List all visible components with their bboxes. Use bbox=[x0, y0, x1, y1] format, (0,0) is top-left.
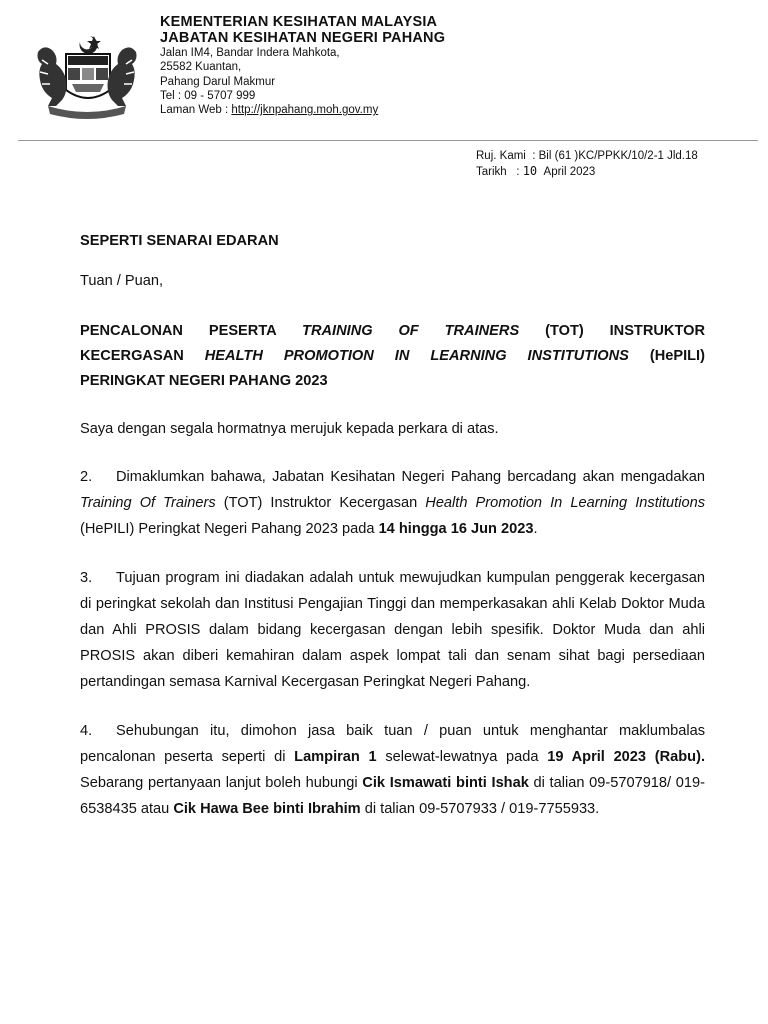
organization-block bbox=[160, 14, 445, 117]
p2-program-date: 14 hingga 16 Jun 2023 bbox=[378, 521, 534, 537]
p4-text-1: Sehubungan itu, dimohon jasa baik tuan / puan untuk menghantar maklumbalas pencalonan peserta seperti di bbox=[80, 723, 705, 765]
paragraph-3-number: 3. bbox=[80, 570, 93, 586]
tarikh-day: 10 bbox=[522, 163, 538, 178]
salutation: Tuan / Puan, bbox=[80, 273, 164, 289]
p3-text: Tujuan program ini diadakan adalah untuk mewujudkan kumpulan penggerak kecergasan di peringkat sekolah dan Institusi Pengajian Tinggi dan memperkasakan ahli Kelab Doktor Muda dan Ahli PROSIS dalam bidang kecergasan dengan lebih spesifik. Doktor Muda dan ahli PROSIS akan diberi kemahiran dalam aspek lompat tali dan senam sihat bagi persediaan pertandingan semasa Karnival Kecergasan Peringkat Negeri Pahang. bbox=[80, 570, 705, 690]
address-line-1: Jalan IM4, Bandar Indera Mahkota, bbox=[160, 47, 340, 59]
our-reference bbox=[476, 149, 698, 164]
p4-text-9: di talian 09-5707933 / 019-7755933. bbox=[360, 801, 600, 817]
address-line-3: Pahang Darul Makmur bbox=[160, 75, 276, 88]
paragraph-4 bbox=[80, 718, 705, 822]
ruj-label: Ruj. Kami bbox=[476, 150, 526, 162]
malaysia-coat-of-arms-icon bbox=[28, 32, 146, 122]
p4-text-3: selewat-lewatnya pada bbox=[376, 749, 548, 765]
p2-text-2: Training Of Trainers bbox=[80, 495, 216, 511]
p4-contact-2: Cik Hawa Bee binti Ibrahim bbox=[173, 801, 361, 817]
subject-part-2: TRAINING OF TRAINERS bbox=[302, 323, 520, 339]
website-link[interactable]: http://jknpahang.moh.gov.my bbox=[231, 104, 379, 117]
paragraph-4-number: 4. bbox=[80, 723, 93, 739]
letterhead bbox=[28, 14, 748, 124]
ruj-value: : Bil (61 )KC/PPKK/10/2-1 Jld.18 bbox=[532, 150, 698, 162]
paragraph-3 bbox=[80, 565, 705, 695]
reference-block bbox=[476, 149, 698, 179]
website-line bbox=[160, 103, 445, 117]
subject-line-2 bbox=[80, 344, 705, 369]
p4-contact-1: Cik Ismawati binti Ishak bbox=[362, 775, 529, 791]
telephone: Tel : 09 - 5707 999 bbox=[160, 89, 256, 102]
p4-attachment: Lampiran 1 bbox=[294, 749, 377, 765]
subject-line-1 bbox=[80, 319, 705, 344]
p2-text-5: (HePILI) Peringkat Negeri Pahang 2023 pada bbox=[80, 521, 379, 537]
ministry-name: KEMENTERIAN KESIHATAN MALAYSIA bbox=[160, 14, 438, 30]
tarikh-month-year: April 2023 bbox=[543, 165, 596, 178]
subject-line-3: PERINGKAT NEGERI PAHANG 2023 bbox=[80, 373, 328, 389]
subject-part-4: KECERGASAN bbox=[80, 348, 184, 364]
subject-part-3: (TOT) INSTRUKTOR bbox=[545, 323, 706, 339]
letter-body bbox=[80, 232, 705, 845]
p4-text-5: Sebarang pertanyaan lanjut boleh hubungi bbox=[80, 775, 363, 791]
website-label: Laman Web : bbox=[160, 104, 232, 117]
paragraph-2-number: 2. bbox=[80, 469, 93, 485]
p2-text-1: Dimaklumkan bahawa, Jabatan Kesihatan Negeri Pahang bercadang akan mengadakan bbox=[116, 469, 705, 485]
address-line-2: 25582 Kuantan, bbox=[160, 61, 242, 74]
p2-text-4: Health Promotion In Learning Institutions bbox=[425, 495, 705, 511]
p2-text-3: (TOT) Instruktor Kecergasan bbox=[215, 495, 426, 511]
letter-date bbox=[476, 164, 698, 180]
tarikh-colon: : bbox=[516, 165, 520, 178]
p4-deadline: 19 April 2023 (Rabu). bbox=[547, 749, 706, 765]
recipient: SEPERTI SENARAI EDARAN bbox=[80, 233, 279, 249]
header-divider bbox=[18, 140, 758, 141]
p4-text-7: di talian 09-5707918/ 019-6538435 atau bbox=[80, 775, 705, 817]
department-name: JABATAN KESIHATAN NEGERI PAHANG bbox=[160, 30, 446, 46]
subject-part-6: (HePILI) bbox=[649, 348, 705, 364]
subject-part-1: PENCALONAN PESERTA bbox=[80, 323, 277, 339]
subject-heading bbox=[80, 319, 705, 394]
tarikh-label: Tarikh bbox=[476, 165, 507, 178]
paragraph-2 bbox=[80, 464, 705, 542]
subject-part-5: HEALTH PROMOTION IN LEARNING INSTITUTIONS bbox=[204, 348, 629, 364]
p2-text-7: . bbox=[533, 521, 538, 537]
paragraph-1: Saya dengan segala hormatnya merujuk kepada perkara di atas. bbox=[80, 421, 499, 437]
